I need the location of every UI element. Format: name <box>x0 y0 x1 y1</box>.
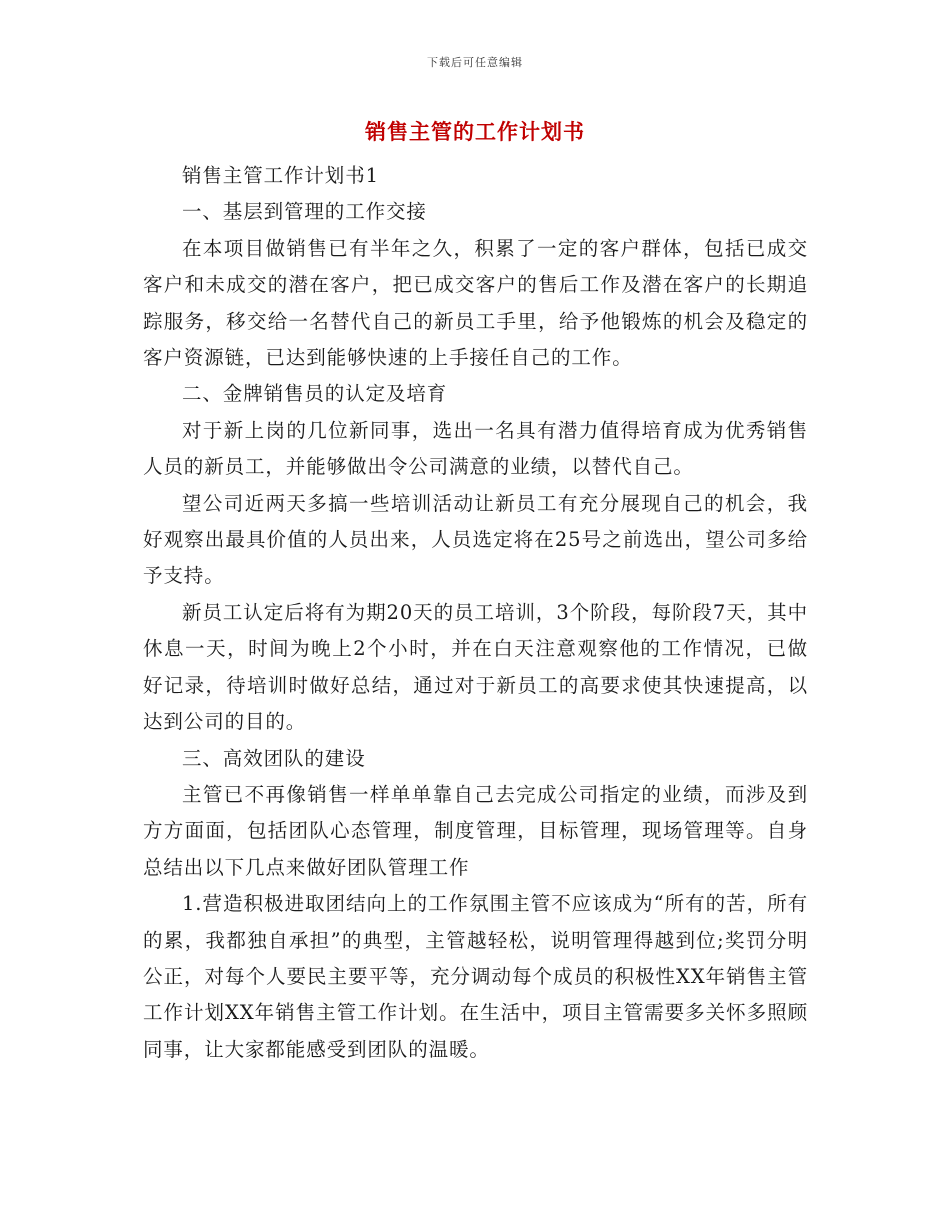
body-paragraph: 在本项目做销售已有半年之久，积累了一定的客户群体，包括已成交客户和未成交的潜在客户，把已成交客户的售后工作及潜在客户的长期追踪服务，移交给一名替代自己的新员工手里，给予他锻炼的机会及稳定的客户资源链，已达到能够快速的上手接任自己的工作。 <box>143 236 808 370</box>
subtitle-paragraph: 销售主管工作计划书1 <box>182 164 379 187</box>
header-note: 下载后可任意编辑 <box>427 56 523 69</box>
body-paragraph: 望公司近两天多搞一些培训活动让新员工有充分展现自己的机会，我好观察出最具价值的人员出来，人员选定将在25号之前选出，望公司多给予支持。 <box>143 491 808 588</box>
section-heading-1: 一、基层到管理的工作交接 <box>182 200 427 224</box>
body-paragraph: 对于新上岗的几位新同事，选出一名具有潜力值得培育成为优秀销售人员的新员工，并能够做出令公司满意的业绩，以替代自己。 <box>143 418 808 479</box>
body-paragraph: 1.营造积极进取团结向上的工作氛围主管不应该成为“所有的苦，所有的累，我都独自承担”的典型，主管越轻松，说明管理得越到位;奖罚分明公正，对每个人要民主要平等，充分调动每个成员的积极性XX年销售主管工作计划XX年销售主管工作计划。在生活中，项目主管需要多关怀多照顾同事，让大家都能感受到团队的温暖。 <box>143 892 808 1061</box>
body-paragraph: 主管已不再像销售一样单单靠自己去完成公司指定的业绩，而涉及到方方面面，包括团队心态管理，制度管理，目标管理，现场管理等。自身总结出以下几点来做好团队管理工作 <box>143 782 808 879</box>
document-body <box>143 158 808 1068</box>
section-heading-3: 三、高效团队的建设 <box>182 746 366 770</box>
document-title: 销售主管的工作计划书 <box>365 119 585 144</box>
section-heading-2: 二、金牌销售员的认定及培育 <box>182 382 448 406</box>
body-paragraph: 新员工认定后将有为期20天的员工培训，3个阶段，每阶段7天，其中休息一天，时间为晚上2个小时，并在白天注意观察他的工作情况，已做好记录，待培训时做好总结，通过对于新员工的高要求使其快速提高，以达到公司的目的。 <box>143 600 808 734</box>
